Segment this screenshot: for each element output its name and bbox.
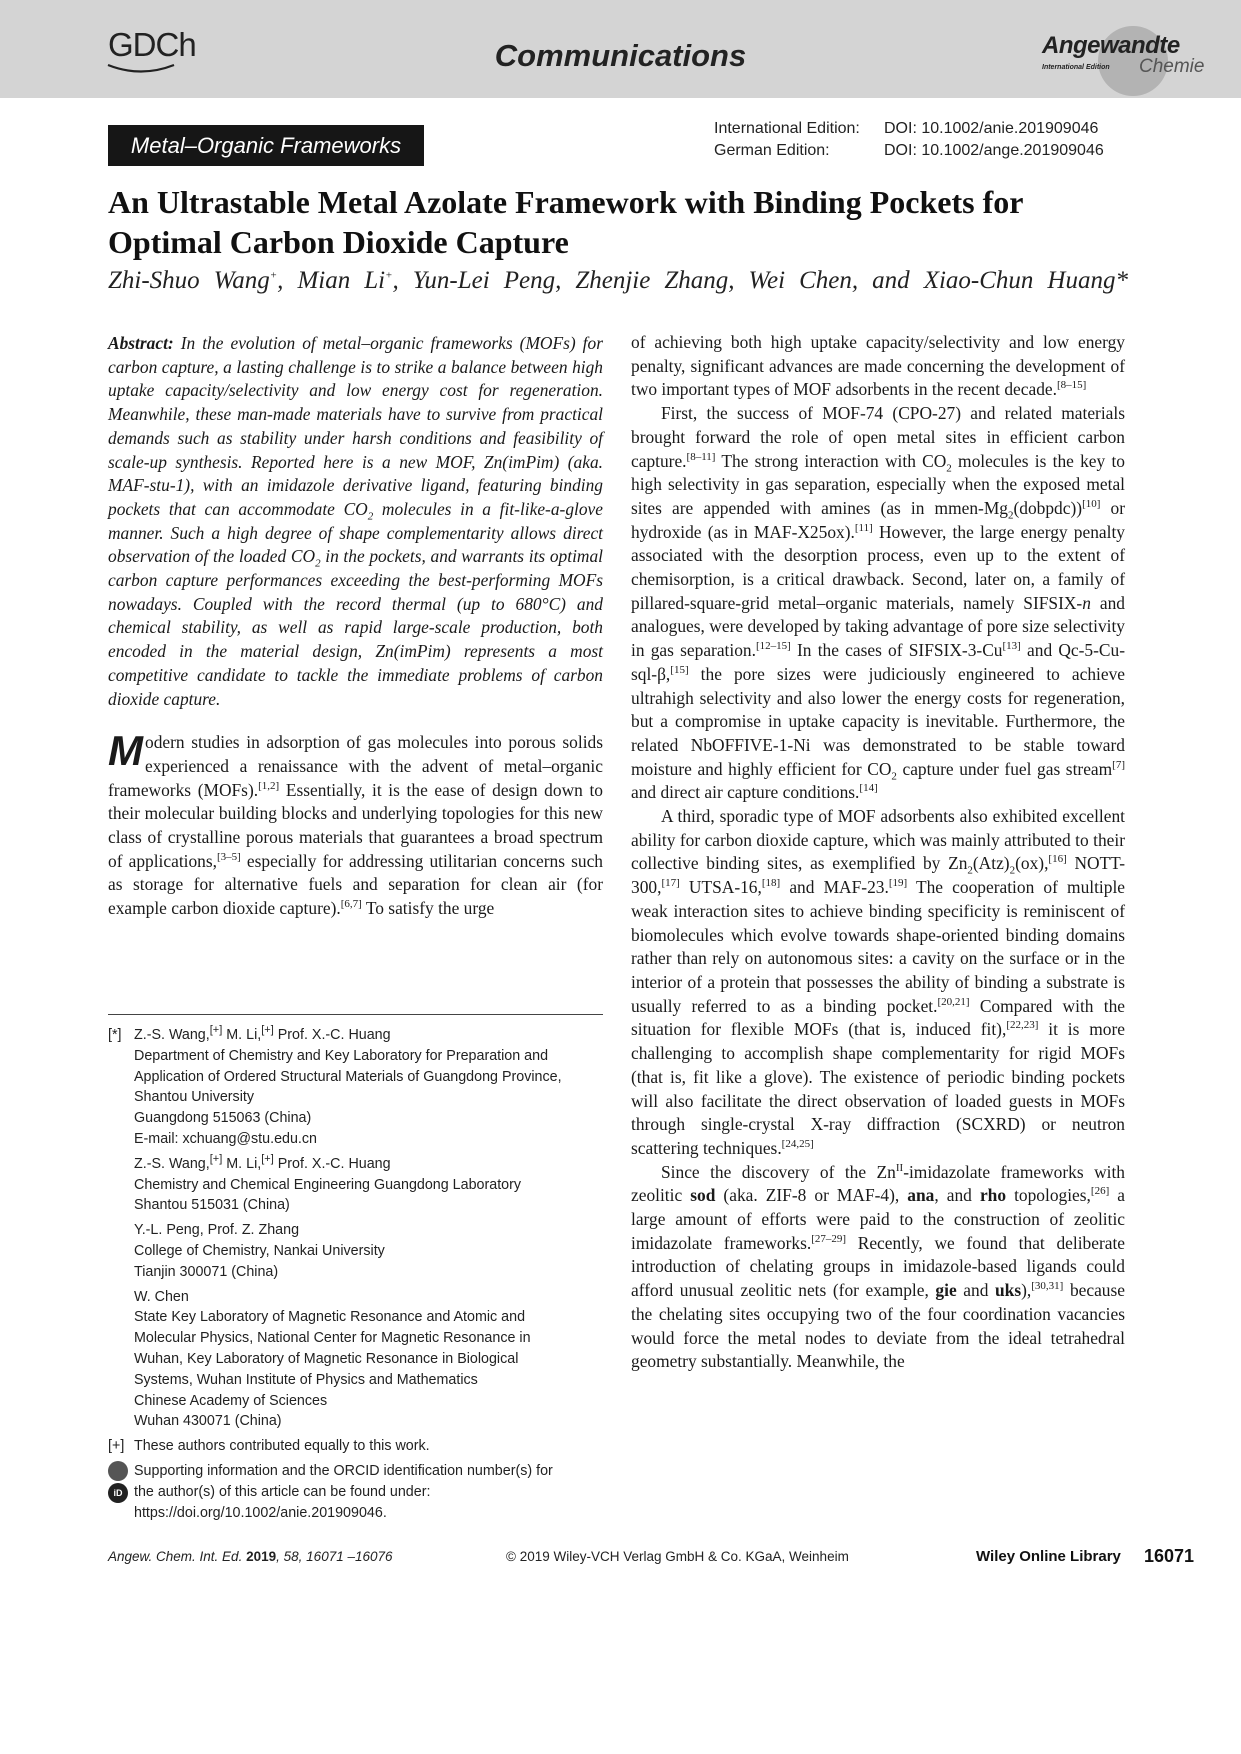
intro-text: odern studies in adsorption of gas molecules into porous solids experienced a renaissance with the advent of metal–organic frameworks (MOFs).[1,2] Essentially, it is the ease of design down to their molecular building blocks and underlying topologies for this new class of crystalline porous materials that guarantees a broad spectrum of applications,[3–5] especially for addressing utilitarian concerns such as storage for alternative fuels and separation for clean air (for example carbon dioxide capture).[6,7] To satisfy the urge xyxy=(108,732,603,919)
intro-paragraph xyxy=(108,727,603,921)
affiliation-note xyxy=(108,1220,603,1282)
article-category-tag: Metal–Organic Frameworks xyxy=(108,125,424,166)
affiliation-names: W. Chen xyxy=(134,1288,189,1305)
journal-section-title: Communications xyxy=(494,38,747,73)
abstract-heading: Abstract: xyxy=(108,333,174,353)
angewandte-logo-title: Angewandte xyxy=(1042,32,1180,59)
affiliation-note xyxy=(108,1287,603,1433)
doi-label: German Edition: xyxy=(714,142,830,159)
body-paragraph: First, the success of MOF-74 (CPO-27) and related materials brought forward the role of open metal sites in efficient carbon capture.[8–11] The strong interaction with $CO_2$ molecules is the key to high selectivity in gas separation, especially when the exposed metal sites are appended with amines (as in mmen-$Mg_2(dobpdc))[10]$ or hydroxide (as in MAF-X25ox).[11] However, the large energy penalty associated with the desorption process, even up to the extent of chemisorption, is a critical drawback. Second, later on, a family of pillared-square-grid metal–organic materials, namely SIFSIX-n and analogues, were developed by taking advantage of pore size selectivity in gas separation.[12–15] In the cases of SIFSIX-3-Cu[13] and Qc-5-Cu-sql-β,[15] the pore sizes were judiciously engineered to achieve ultrahigh selectivity and also lower the energy costs for regeneration, but a compromise in uptake capacity is inevitable. Furthermore, the related NbOFFIVE-1-Ni was demonstrated to be stable toward moisture and highly efficient for $CO_2$ capture under fuel gas stream[7] and direct air capture conditions.[14] xyxy=(631,403,1125,803)
author-list: Zhi-Shuo Wang+, Mian Li+, Yun-Lei Peng, Zhenjie Zhang, Wei Chen, and Xiao-Chun Huang* xyxy=(108,267,1128,294)
supporting-info-icon xyxy=(108,1461,128,1481)
page-footer xyxy=(108,1546,1200,1571)
affiliation-line: Tianjin 300071 (China) xyxy=(134,1263,279,1280)
doi-block xyxy=(714,118,1104,162)
affiliation-line: Chinese Academy of Sciences xyxy=(134,1392,328,1409)
affiliation-names: Z.-S. Wang,[+] M. Li,[+] Prof. X.-C. Huang xyxy=(134,1024,391,1043)
affiliation-line: Wuhan 430071 (China) xyxy=(134,1413,282,1430)
affiliation-line: Systems, Wuhan Institute of Physics and Mathematics xyxy=(134,1371,478,1388)
abstract xyxy=(108,332,603,711)
doi-row-german xyxy=(714,140,1104,162)
doi-label: International Edition: xyxy=(714,120,860,137)
affiliation-line: College of Chemistry, Nankai University xyxy=(134,1242,385,1259)
affiliation-note xyxy=(108,1154,603,1216)
angewandte-logo-edition: International Edition xyxy=(1042,64,1110,71)
equal-contribution-note: [+] These authors contributed equally to this work. xyxy=(108,1436,603,1457)
left-column xyxy=(108,332,603,921)
body-paragraph: of achieving both high uptake capacity/selectivity and low energy penalty, significant advances are made concerning the development of two important types of MOF adsorbents in the recent decade.[8–15] xyxy=(631,332,1125,400)
supporting-info-link[interactable]: https://doi.org/10.1002/anie.201909046. xyxy=(134,1504,387,1521)
affiliation-line: Shantou University xyxy=(134,1089,254,1106)
doi-link[interactable]: DOI: 10.1002/ange.201909046 xyxy=(884,142,1104,159)
affiliation-line: State Key Laboratory of Magnetic Resonance and Atomic and xyxy=(134,1309,526,1326)
affiliation-line: E-mail: xchuang@stu.edu.cn xyxy=(134,1130,317,1147)
footer-copyright: © 2019 Wiley-VCH Verlag GmbH & Co. KGaA, Weinheim xyxy=(506,1549,849,1564)
wiley-online-library-link[interactable]: Wiley Online Library xyxy=(976,1548,1121,1565)
gdch-logo: GDCh xyxy=(108,26,196,63)
affiliation-line: Wuhan, Key Laboratory of Magnetic Resonance in Biological xyxy=(134,1350,519,1367)
angewandte-logo-chemie: Chemie xyxy=(1139,56,1205,77)
affiliation-names: Z.-S. Wang,[+] M. Li,[+] Prof. X.-C. Huang xyxy=(134,1153,391,1172)
supporting-info-line: Supporting information and the ORCID identification number(s) for xyxy=(134,1462,553,1479)
corresponding-mark: [*] xyxy=(108,1027,122,1043)
si-icons xyxy=(108,1461,130,1505)
affiliation-line: Molecular Physics, National Center for Magnetic Resonance in xyxy=(134,1330,531,1347)
affiliation-line: Application of Ordered Structural Materials of Guangdong Province, xyxy=(134,1068,562,1085)
right-column xyxy=(631,331,1125,1374)
affiliation-note xyxy=(108,1025,603,1150)
body-paragraph: Since the discovery of the $Zn^{II}$-imidazolate frameworks with zeolitic sod (aka. ZIF-8 or MAF-4), ana, and rho topologies,[26] a large amount of efforts were paid to the construction of zeolitic imidazolate frameworks.[27–29] Recently, we found that deliberate introduction of chelating groups in imidazole-based ligands could afford unusual zeolitic nets (for example, gie and uks),[30,31] because the chelating sites occupying two of the four coordination vacancies would force the metal nodes to deviate from the ideal tetrahedral geometry substantially. Meanwhile, the xyxy=(631,1161,1126,1372)
doi-link[interactable]: DOI: 10.1002/anie.201909046 xyxy=(884,120,1099,137)
article-title: An Ultrastable Metal Azolate Framework with Binding Pockets for Optimal Carbon Dioxide Capture xyxy=(108,184,1023,260)
affiliation-line: Chemistry and Chemical Engineering Guangdong Laboratory xyxy=(134,1176,522,1193)
doi-row-international xyxy=(714,118,1104,140)
supporting-info-note xyxy=(108,1461,603,1523)
affiliation-line: Department of Chemistry and Key Laboratory for Preparation and xyxy=(134,1047,549,1064)
orcid-icon: iD xyxy=(108,1483,128,1503)
affiliation-notes xyxy=(108,1014,603,1527)
abstract-text: In the evolution of metal–organic frameworks (MOFs) for carbon capture, a lasting challenge is to strike a balance between high uptake capacity/selectivity and low energy cost for regeneration. Meanwhile, these man-made materials have to survive from practical demands such as stability under harsh conditions and feasibility of scale-up synthesis. Reported here is a new MOF, Zn(imPim) (aka. MAF-stu-1), with an imidazole derivative ligand, featuring binding pockets that can accommodate $CO_2$ molecules in a fit-like-a-glove manner. Such a high degree of shape complementarity allows direct observation of the loaded $CO_2$ in the pockets, and warrants its optimal carbon capture performances exceeding the best-performing MOFs nowadays. Coupled with the record thermal (up to 680°C) and chemical stability, as well as rapid large-scale production, both encoded in the material design, Zn(imPim) represents a most competitive candidate to tackle the immediate problems of carbon dioxide capture. xyxy=(108,333,603,709)
body-paragraph: A third, sporadic type of MOF adsorbents also exhibited excellent ability for carbon dioxide capture, which was mainly attributed to their collective binding sites, as exemplified by $Zn_2(Atz)_2(ox),[16]$ NOTT-300,[17] UTSA-16,[18] and MAF-23.[19] The cooperation of multiple weak interaction sites to achieve binding specificity is reminiscent of biomolecules which evolve towards shape-oriented binding domains rather than rely on autonomous sites: a cavity on the surface or in the interior of a protein that possesses the ability of binding a substrate is usually referred to as a binding pocket.[20,21] Compared with the situation for flexible MOFs (that is, induced fit),[22,23] it is more challenging to accomplish shape complementarity for rigid MOFs (that is, fit like a glove). The existence of periodic binding pockets will also facilitate the direct observation of loaded guests in MOFs through single-crystal X-ray diffraction (SCXRD) or neutron scattering techniques.[24,25] xyxy=(631,806,1126,1158)
drop-cap: M xyxy=(108,727,143,775)
supporting-info-line: the author(s) of this article can be found under: xyxy=(134,1483,431,1500)
affiliation-names: Y.-L. Peng, Prof. Z. Zhang xyxy=(134,1222,300,1239)
affiliation-line: Shantou 515031 (China) xyxy=(134,1197,290,1214)
equal-contribution-mark: [+] xyxy=(108,1438,125,1455)
page-number: 16071 xyxy=(1144,1546,1195,1566)
affiliation-line: Guangdong 515063 (China) xyxy=(134,1110,312,1127)
footer-citation: Angew. Chem. Int. Ed. 2019, 58, 16071 –16076 xyxy=(108,1549,393,1564)
